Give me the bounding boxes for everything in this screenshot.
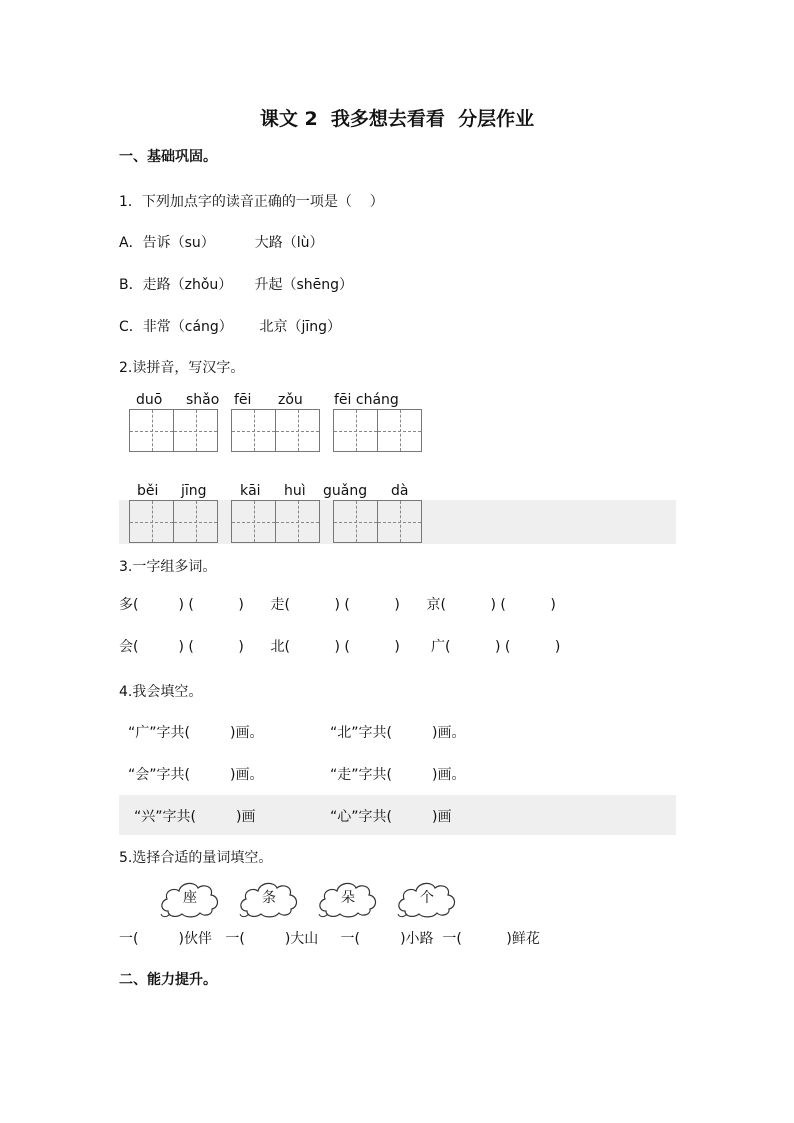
cloud-word: 座 [183, 890, 197, 906]
pinyin-label: jīng [181, 483, 207, 499]
fill-xing: “兴”字共( )画 [134, 809, 256, 825]
tian-grid-pair [129, 500, 217, 543]
tian-grid-pair [333, 409, 421, 452]
tian-cell[interactable] [275, 500, 320, 543]
pinyin-label: běi [137, 483, 159, 499]
question-5-stem: 5.选择合适的量词填空。 [119, 850, 273, 866]
tian-cell[interactable] [231, 409, 276, 452]
question-1-option-c: C．非常（cáng） 北京（jīng） [119, 319, 342, 335]
tian-grid-pair [231, 500, 319, 543]
section-heading-basics: 一、基础巩固。 [119, 149, 217, 165]
question-1-stem: 1．下列加点字的读音正确的一项是（ ） [119, 194, 384, 210]
pinyin-label: fēi [234, 392, 252, 408]
pinyin-label: duō [136, 392, 163, 408]
pinyin-label: huì [284, 483, 306, 499]
fill-guang: “广”字共( )画。 [128, 725, 264, 741]
tian-cell[interactable] [129, 500, 174, 543]
tian-grid-row-1 [129, 409, 429, 452]
pinyin-label: kāi [240, 483, 261, 499]
pinyin-label: zǒu [278, 392, 303, 408]
question-3-stem: 3.一字组多词。 [119, 559, 217, 575]
tian-cell[interactable] [377, 409, 422, 452]
tian-cell[interactable] [333, 409, 378, 452]
fill-zou: “走”字共( )画。 [330, 767, 466, 783]
cloud-word: 朵 [341, 890, 355, 906]
tian-cell[interactable] [275, 409, 320, 452]
tian-cell[interactable] [173, 409, 218, 452]
tian-cell[interactable] [129, 409, 174, 452]
tian-cell[interactable] [377, 500, 422, 543]
cloud-card[interactable] [395, 877, 459, 919]
pinyin-label: dà [391, 483, 409, 499]
question-4-stem: 4.我会填空。 [119, 684, 203, 700]
tian-grid-row-2 [129, 500, 429, 543]
pinyin-label: shǎo [186, 392, 220, 408]
tian-cell[interactable] [173, 500, 218, 543]
fill-bei: “北”字共( )画。 [330, 725, 466, 741]
fill-hui: “会”字共( )画。 [128, 767, 264, 783]
question-5-line: 一( )伙伴 一( )大山 一( )小路 一( )鲜花 [119, 931, 540, 947]
question-1-option-b: B．走路（zhǒu） 升起（shēng） [119, 277, 354, 293]
tian-grid-pair [231, 409, 319, 452]
question-3-line-1: 多( ) ( ) 走( ) ( ) 京( ) ( ) [119, 597, 556, 613]
page-title: 课文 2 我多想去看看 分层作业 [259, 108, 535, 130]
tian-grid-pair [333, 500, 421, 543]
question-1-option-a: A．告诉（su） 大路（lù） [119, 235, 324, 251]
tian-cell[interactable] [333, 500, 378, 543]
fill-xin: “心”字共( )画 [330, 809, 452, 825]
pinyin-label: fēi cháng [334, 392, 399, 408]
cloud-card[interactable] [316, 877, 380, 919]
cloud-word: 个 [420, 890, 434, 906]
tian-cell[interactable] [231, 500, 276, 543]
pinyin-label: guǎng [323, 483, 368, 499]
cloud-card[interactable] [237, 877, 301, 919]
question-3-line-2: 会( ) ( ) 北( ) ( ) 广( ) ( ) [119, 639, 561, 655]
cloud-word: 条 [262, 890, 276, 906]
section-heading-ability: 二、能力提升。 [119, 972, 217, 988]
cloud-card[interactable] [158, 877, 222, 919]
question-2-stem: 2.读拼音，写汉字。 [119, 360, 245, 376]
tian-grid-pair [129, 409, 217, 452]
